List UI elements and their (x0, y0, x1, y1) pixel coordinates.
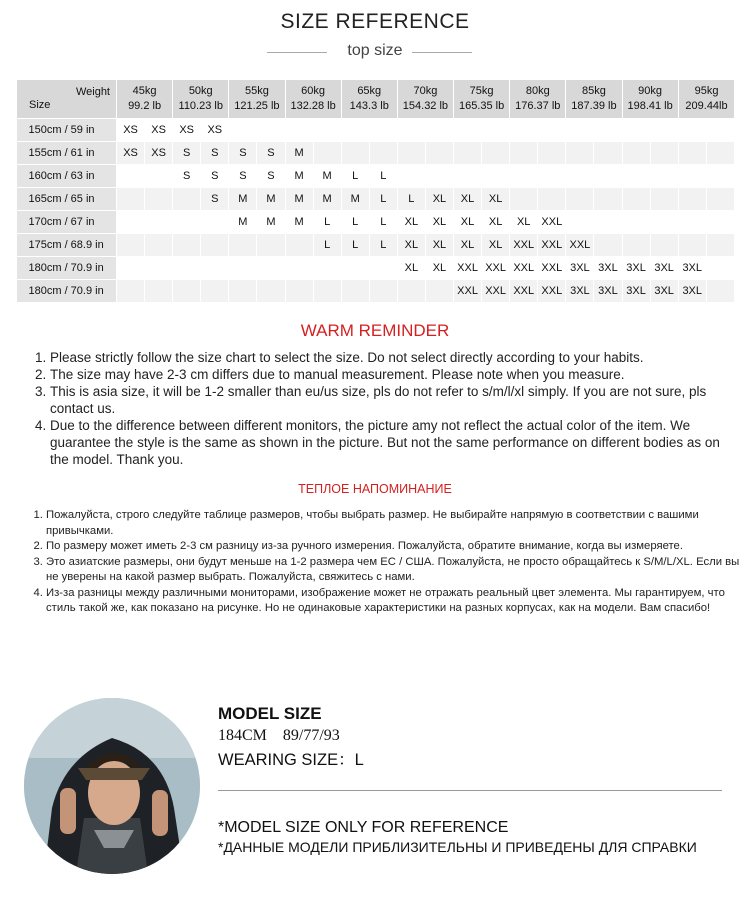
table-row (17, 142, 735, 165)
weight-column-header (117, 80, 173, 119)
size-cell: S (201, 165, 229, 188)
size-cell (145, 257, 173, 280)
size-cell: XXL (482, 257, 510, 280)
size-cell (566, 188, 594, 211)
size-cell: XL (397, 211, 425, 234)
size-cell: S (229, 142, 257, 165)
size-cell (173, 257, 201, 280)
weight-column-header (678, 80, 734, 119)
size-cell: 3XL (566, 280, 594, 303)
weight-column-header (341, 80, 397, 119)
size-cell (173, 188, 201, 211)
size-cell (145, 211, 173, 234)
size-cell (622, 188, 650, 211)
size-cell: L (341, 165, 369, 188)
weight-kg: 50kg (188, 85, 213, 97)
size-cell (313, 257, 341, 280)
size-cell: M (313, 188, 341, 211)
warm-reminder-ru-title: ТЕПЛОЕ НАПОМИНАНИЕ (298, 482, 452, 496)
size-cell: 3XL (622, 257, 650, 280)
model-note-ru: *ДАННЫЕ МОДЕЛИ ПРИБЛИЗИТЕЛЬНЫ И ПРИВЕДЕНЫ ДЛЯ СПРАВКИ (218, 839, 697, 855)
size-cell (257, 119, 285, 142)
weight-column-header (510, 80, 566, 119)
size-cell: XL (454, 211, 482, 234)
reminder-item: 2. The size may have 2-3 cm differs due to manual measurement. Please note when you measure. (50, 366, 740, 383)
size-cell (622, 234, 650, 257)
size-cell: S (173, 165, 201, 188)
size-cell (341, 119, 369, 142)
size-cell (454, 142, 482, 165)
weight-column-header (454, 80, 510, 119)
size-cell: XXL (510, 257, 538, 280)
size-cell (229, 234, 257, 257)
weight-lb: 165.35 lb (458, 100, 505, 112)
size-cell (397, 142, 425, 165)
size-cell: 3XL (594, 257, 622, 280)
weight-lb: 99.2 lb (128, 100, 162, 112)
weight-column-header (566, 80, 622, 119)
warm-reminder-list (34, 349, 740, 468)
size-cell (425, 165, 453, 188)
size-cell (201, 234, 229, 257)
size-cell (145, 165, 173, 188)
size-cell: 3XL (650, 257, 678, 280)
size-cell: 3XL (622, 280, 650, 303)
size-cell: XL (510, 211, 538, 234)
size-cell (594, 119, 622, 142)
size-cell (650, 119, 678, 142)
size-cell: M (341, 188, 369, 211)
size-cell: 3XL (678, 280, 706, 303)
size-cell: XXL (566, 234, 594, 257)
warm-reminder-title: WARM REMINDER (300, 321, 450, 340)
size-cell (538, 119, 566, 142)
wearing-size: WEARING SIZE：L (218, 751, 364, 769)
size-cell (313, 119, 341, 142)
weight-kg: 65kg (357, 85, 382, 97)
size-cell: M (285, 188, 313, 211)
table-row (17, 211, 735, 234)
model-body-size: 89/77/93 (282, 727, 340, 744)
size-cell (538, 142, 566, 165)
size-cell: S (173, 142, 201, 165)
size-cell: XL (482, 211, 510, 234)
weight-kg: 80kg (525, 85, 550, 97)
size-cell (145, 234, 173, 257)
size-cell (538, 165, 566, 188)
reminder-ru-item: 2. По размеру может иметь 2-3 см разницу из-за ручного измерения. Пожалуйста, обратите внимание, когда вы измеряете. (46, 539, 742, 555)
size-cell (706, 234, 734, 257)
size-cell (594, 165, 622, 188)
size-table-header (17, 80, 735, 119)
size-cell: XXL (510, 280, 538, 303)
model-height: 184CM (218, 727, 267, 744)
size-cell (201, 211, 229, 234)
size-cell: XL (397, 234, 425, 257)
size-cell (229, 119, 257, 142)
weight-column-header (229, 80, 285, 119)
size-cell: XS (117, 142, 145, 165)
model-note-en: *MODEL SIZE ONLY FOR REFERENCE (218, 819, 509, 836)
table-row (17, 280, 735, 303)
size-cell: L (369, 211, 397, 234)
size-cell: XL (425, 234, 453, 257)
page-title: SIZE REFERENCE (280, 10, 470, 33)
size-cell: 3XL (678, 257, 706, 280)
size-cell (341, 142, 369, 165)
size-cell (117, 280, 145, 303)
size-cell (622, 142, 650, 165)
size-cell: XXL (454, 280, 482, 303)
size-cell: L (369, 188, 397, 211)
size-cell: L (313, 211, 341, 234)
size-cell (482, 119, 510, 142)
size-cell: S (229, 165, 257, 188)
size-cell (678, 211, 706, 234)
size-cell: 3XL (566, 257, 594, 280)
size-cell: XL (425, 211, 453, 234)
reminder-item: 4. Due to the difference between different monitors, the picture amy not reflect the actual color of the item. We guarantee the style is the same as shown in the picture. But not the same performance on different bodies as on the model. Thank you. (50, 417, 740, 468)
size-cell (369, 119, 397, 142)
weight-lb: 110.23 lb (178, 100, 223, 112)
weight-kg: 95kg (694, 85, 719, 97)
size-cell (510, 165, 538, 188)
size-cell: L (341, 234, 369, 257)
size-cell (706, 142, 734, 165)
table-row (17, 188, 735, 211)
size-cell: 3XL (594, 280, 622, 303)
size-cell (650, 234, 678, 257)
weight-lb: 209.44lb (685, 100, 728, 112)
size-cell: S (201, 188, 229, 211)
size-cell: XL (425, 188, 453, 211)
row-height-label: 160cm / 63 in (17, 165, 117, 188)
table-row (17, 119, 735, 142)
size-cell (538, 188, 566, 211)
row-height-label: 170cm / 67 in (17, 211, 117, 234)
size-cell (229, 280, 257, 303)
model-photo-illustration (24, 698, 200, 874)
subtitle: top size (347, 42, 403, 59)
divider (218, 790, 722, 791)
weight-column-header (622, 80, 678, 119)
size-cell (257, 234, 285, 257)
size-cell: XXL (538, 211, 566, 234)
size-cell: M (313, 165, 341, 188)
size-cell (117, 165, 145, 188)
model-size-title: MODEL SIZE (218, 704, 322, 723)
size-cell: L (313, 234, 341, 257)
size-cell: XL (397, 257, 425, 280)
weight-lb: 132.28 lb (290, 100, 336, 112)
size-cell (313, 280, 341, 303)
size-cell: XXL (482, 280, 510, 303)
size-cell: XS (145, 142, 173, 165)
size-cell (510, 119, 538, 142)
size-cell (229, 257, 257, 280)
size-cell (566, 211, 594, 234)
size-cell (369, 142, 397, 165)
size-cell (566, 142, 594, 165)
size-cell: XL (454, 188, 482, 211)
size-cell: M (285, 142, 313, 165)
size-cell (594, 188, 622, 211)
size-cell (369, 257, 397, 280)
size-cell: S (257, 165, 285, 188)
size-cell: S (257, 142, 285, 165)
size-cell (706, 211, 734, 234)
size-cell (341, 257, 369, 280)
subtitle-row (0, 42, 750, 64)
table-row (17, 234, 735, 257)
size-cell: S (201, 142, 229, 165)
size-cell (117, 257, 145, 280)
table-row (17, 257, 735, 280)
size-cell (117, 188, 145, 211)
size-cell (173, 211, 201, 234)
size-cell (173, 234, 201, 257)
size-cell (706, 119, 734, 142)
size-cell (313, 142, 341, 165)
model-measurements (218, 727, 340, 745)
size-cell (117, 211, 145, 234)
size-cell (482, 142, 510, 165)
size-cell (650, 211, 678, 234)
weight-kg: 70kg (413, 85, 438, 97)
weight-column-header (397, 80, 453, 119)
size-cell: M (229, 188, 257, 211)
size-cell (201, 280, 229, 303)
weight-lb: 121.25 lb (234, 100, 280, 112)
reminder-ru-item: 4. Из-за разницы между различными мониторами, изображение может не отражать реальный цвет элемента. Мы гарантируем, что стиль такой же, как показано на рисунке. Но не одинаковые характеристики на разных корпусах, как на модели. Вам спасибо! (46, 586, 742, 617)
size-cell (425, 280, 453, 303)
size-cell (594, 234, 622, 257)
size-cell (425, 142, 453, 165)
weight-column-header (173, 80, 229, 119)
size-cell (482, 165, 510, 188)
size-cell (622, 165, 650, 188)
size-cell (454, 165, 482, 188)
size-cell: L (341, 211, 369, 234)
reminder-item: 3. This is asia size, it will be 1-2 smaller than eu/us size, pls do not refer to s/m/l/xl simply. If you are not sure, pls contact us. (50, 383, 740, 417)
size-cell (678, 188, 706, 211)
size-cell (706, 280, 734, 303)
size-cell (594, 142, 622, 165)
size-cell: XS (201, 119, 229, 142)
subtitle-line-right (412, 52, 472, 53)
size-cell: XL (425, 257, 453, 280)
size-cell: 3XL (650, 280, 678, 303)
size-cell (285, 257, 313, 280)
size-cell (425, 119, 453, 142)
weight-lb: 176.37 lb (515, 100, 561, 112)
size-cell (117, 234, 145, 257)
size-cell: M (257, 188, 285, 211)
size-cell (566, 165, 594, 188)
size-cell (369, 280, 397, 303)
reminder-item: 1. Please strictly follow the size chart to select the size. Do not select directly according to your habits. (50, 349, 740, 366)
size-cell (173, 280, 201, 303)
size-cell: L (397, 188, 425, 211)
size-cell (706, 188, 734, 211)
size-cell (706, 257, 734, 280)
size-cell (678, 142, 706, 165)
size-cell: XXL (454, 257, 482, 280)
size-cell: XL (482, 188, 510, 211)
size-cell (650, 188, 678, 211)
size-cell (285, 119, 313, 142)
size-cell (650, 165, 678, 188)
size-cell (678, 119, 706, 142)
weight-kg: 55kg (244, 85, 269, 97)
size-cell: L (369, 165, 397, 188)
size-cell (510, 142, 538, 165)
size-cell (678, 165, 706, 188)
size-cell: XL (482, 234, 510, 257)
row-height-label: 150cm / 59 in (17, 119, 117, 142)
size-cell (622, 119, 650, 142)
warm-reminder-ru-list (30, 508, 742, 617)
size-cell: M (229, 211, 257, 234)
size-cell (341, 280, 369, 303)
size-cell: M (257, 211, 285, 234)
size-cell (622, 211, 650, 234)
row-height-label: 165cm / 65 in (17, 188, 117, 211)
size-cell: XL (454, 234, 482, 257)
weight-label: Weight (75, 86, 110, 98)
size-cell (145, 188, 173, 211)
size-table-corner (17, 80, 117, 119)
weight-kg: 75kg (469, 85, 494, 97)
weight-column-header (285, 80, 341, 119)
weight-lb: 154.32 lb (402, 100, 449, 112)
weight-kg: 45kg (132, 85, 157, 97)
weight-kg: 90kg (638, 85, 663, 97)
size-cell: XXL (538, 280, 566, 303)
size-cell (397, 165, 425, 188)
model-photo (24, 698, 200, 874)
size-cell: XXL (510, 234, 538, 257)
size-cell: XS (117, 119, 145, 142)
size-cell (566, 119, 594, 142)
size-cell (397, 280, 425, 303)
size-cell (650, 142, 678, 165)
size-cell (706, 165, 734, 188)
weight-lb: 143.3 lb (349, 100, 389, 112)
size-cell (510, 188, 538, 211)
size-cell (397, 119, 425, 142)
size-label: Size (29, 99, 51, 111)
weight-kg: 60kg (301, 85, 326, 97)
size-cell: M (285, 211, 313, 234)
size-cell (201, 257, 229, 280)
size-cell: XS (145, 119, 173, 142)
weight-kg: 85kg (582, 85, 606, 97)
size-cell (678, 234, 706, 257)
reminder-ru-item: 3. Это азиатские размеры, они будут меньше на 1-2 размера чем ЕС / США. Пожалуйста, не просто обращайтесь к S/M/L/XL. Если вы не уверены на какой размер выбрать. Пожалуйста, свяжитесь с нами. (46, 555, 742, 586)
row-height-label: 175cm / 68.9 in (17, 234, 117, 257)
size-cell: XXL (538, 234, 566, 257)
size-cell (257, 257, 285, 280)
size-cell (285, 234, 313, 257)
weight-lb: 198.41 lb (627, 100, 673, 112)
size-cell (285, 280, 313, 303)
reminder-ru-item: 1. Пожалуйста, строго следуйте таблице размеров, чтобы выбрать размер. Не выбирайте напрямую в соответствии с вашими привычками. (46, 508, 742, 539)
size-table (16, 80, 734, 302)
size-cell (594, 211, 622, 234)
row-height-label: 180cm / 70.9 in (17, 257, 117, 280)
table-row (17, 165, 735, 188)
size-cell: XXL (538, 257, 566, 280)
size-cell: M (285, 165, 313, 188)
size-cell (145, 280, 173, 303)
weight-lb: 187.39 lb (571, 100, 617, 112)
size-cell: XS (173, 119, 201, 142)
size-cell: L (369, 234, 397, 257)
row-height-label: 155cm / 61 in (17, 142, 117, 165)
size-cell (454, 119, 482, 142)
size-cell (257, 280, 285, 303)
row-height-label: 180cm / 70.9 in (17, 280, 117, 303)
